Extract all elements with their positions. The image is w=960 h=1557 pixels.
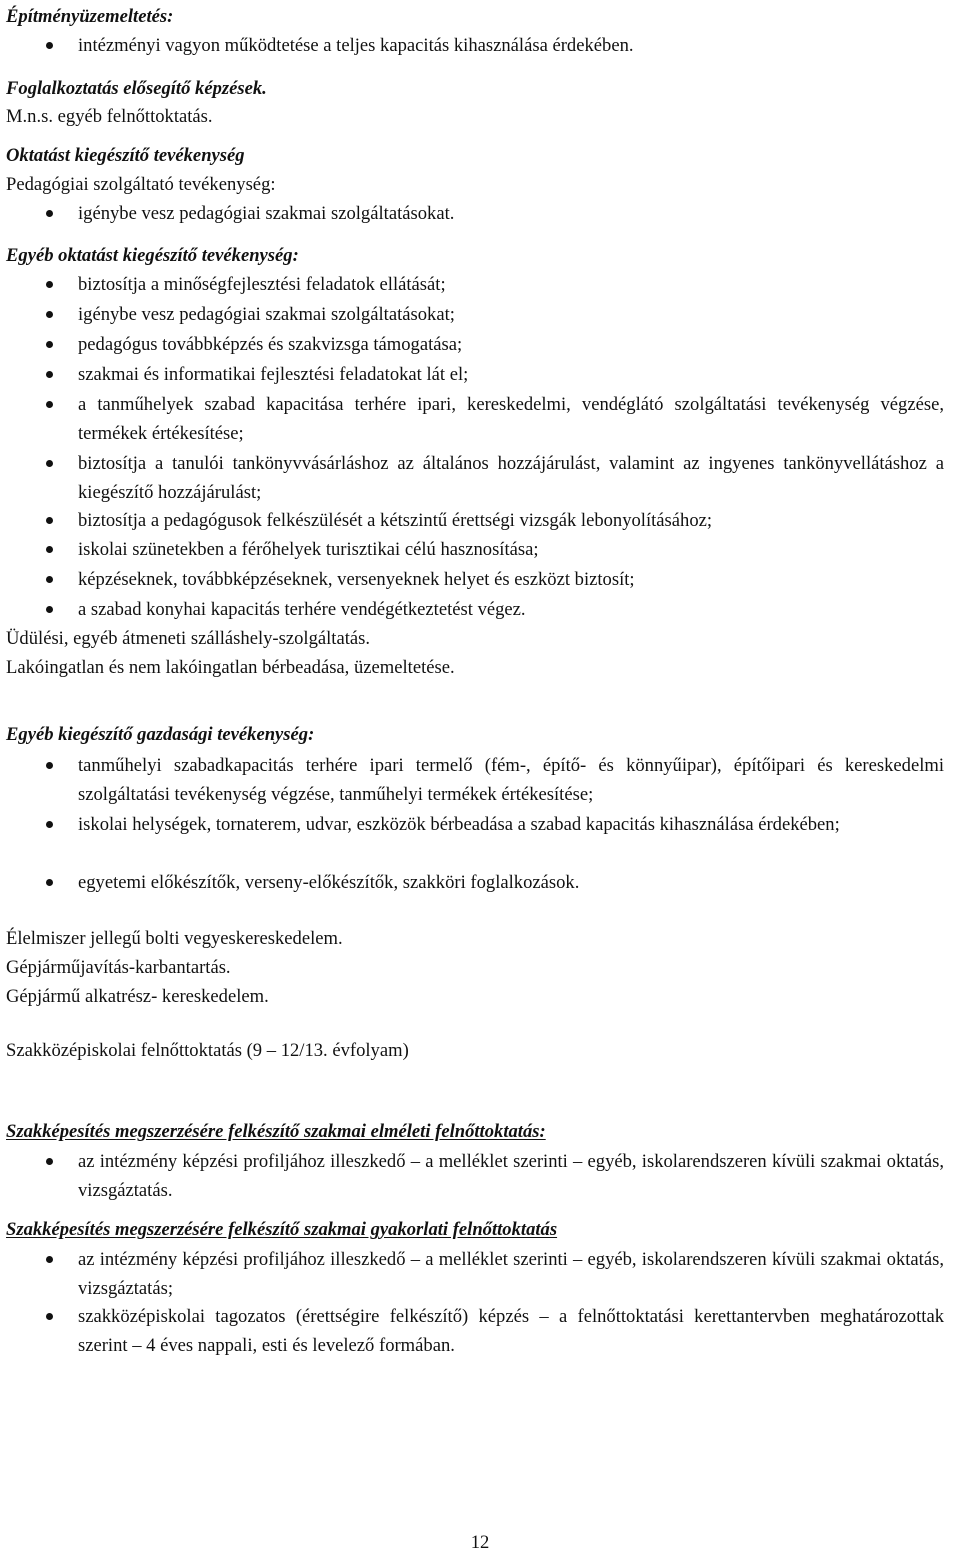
section-heading-elmeleti-felnottoktatas: Szakképesítés megszerzésére felkészítő szakmai elméleti felnőttoktatás: (6, 1121, 546, 1142)
list-item (6, 506, 944, 535)
section-heading-gyakorlati-felnottoktatas: Szakképesítés megszerzésére felkészítő szakmai gyakorlati felnőttoktatás (6, 1219, 558, 1240)
list-item-text: iskolai helységek, tornaterem, udvar, eszközök bérbeadása a szabad kapacitás kihasználása érdekében; (78, 814, 840, 835)
list-item (6, 31, 944, 60)
list-item (6, 390, 944, 448)
list-item-text: a tanműhelyek szabad kapacitása terhére ipari, kereskedelmi, vendéglátó szolgáltatási tevékenység végzése, termékek értékesítése; (78, 394, 944, 444)
list-item-text: igénybe vesz pedagógiai szakmai szolgáltatásokat; (78, 304, 455, 325)
list-item (6, 535, 944, 564)
list-item-text: a szabad konyhai kapacitás terhére vendégétkeztetést végez. (78, 599, 526, 620)
paragraph-line: Gépjármű alkatrész- kereskedelem. (6, 986, 269, 1007)
paragraph-line: M.n.s. egyéb felnőttoktatás. (6, 106, 213, 127)
paragraph-line: Szakközépiskolai felnőttoktatás (9 – 12/13. évfolyam) (6, 1040, 409, 1061)
list-item (6, 595, 944, 624)
list-item-text: az intézmény képzési profiljához illeszkedő – a melléklet szerinti – egyéb, iskolarendszeren kívüli szakmai oktatás, vizsgáztatás; (78, 1249, 944, 1299)
page-number: 12 (470, 1532, 490, 1553)
list-item-text: igénybe vesz pedagógiai szakmai szolgáltatásokat. (78, 203, 455, 224)
list-item (6, 1147, 944, 1205)
paragraph-line: Pedagógiai szolgáltató tevékenység: (6, 174, 276, 195)
list-item-text: az intézmény képzési profiljához illeszkedő – a melléklet szerinti – egyéb, iskolarendszeren kívüli szakmai oktatás, vizsgáztatás. (78, 1151, 944, 1201)
list-item (6, 330, 944, 359)
section-heading-foglalkoztatas: Foglalkoztatás elősegítő képzések. (6, 78, 267, 99)
list-item-text: képzéseknek, továbbképzéseknek, versenyeknek helyet és eszközt biztosít; (78, 569, 635, 590)
list-item (6, 199, 944, 228)
list-item (6, 565, 944, 594)
section-heading-egyeb-oktatast: Egyéb oktatást kiegészítő tevékenység: (6, 245, 299, 266)
list-item-text: egyetemi előkészítők, verseny-előkészítők, szakköri foglalkozások. (78, 872, 580, 893)
section-heading-oktatast-kiegeszito: Oktatást kiegészítő tevékenység (6, 145, 245, 166)
list-item-text: biztosítja a tanulói tankönyvvásárláshoz az általános hozzájárulást, valamint az ingyenes tankönyvellátáshoz a kiegészítő hozzájárulást; (78, 453, 944, 503)
list-item-text: tanműhelyi szabadkapacitás terhére ipari termelő (fém-, építő- és könnyűipar), építőipari és kereskedelmi szolgáltatási tevékenység végzése, tanműhelyi termékek értékesítése; (78, 755, 944, 805)
list-item-text: pedagógus továbbképzés és szakvizsga támogatása; (78, 334, 463, 355)
paragraph-line: Üdülési, egyéb átmeneti szálláshely-szolgáltatás. (6, 628, 371, 649)
list-item (6, 300, 944, 329)
list-item (6, 360, 944, 389)
list-item (6, 1245, 944, 1303)
section-heading-egyeb-kiegeszito-gazdasagi: Egyéb kiegészítő gazdasági tevékenység: (6, 724, 315, 745)
list-item-text: szakmai és informatikai fejlesztési feladatokat lát el; (78, 364, 469, 385)
list-item (6, 751, 944, 809)
list-item (6, 270, 944, 299)
list-item-text: iskolai szünetekben a férőhelyek turisztikai célú hasznosítása; (78, 539, 539, 560)
list-item-text: biztosítja a pedagógusok felkészülését a kétszintű érettségi vizsgák lebonyolításához; (78, 510, 713, 531)
list-item (6, 1302, 944, 1360)
list-item (6, 810, 944, 839)
list-item-text: szakközépiskolai tagozatos (érettségire felkészítő) képzés – a felnőttoktatási kerettantervben meghatározottak szerint – 4 éves nappali, esti és levelező formában. (78, 1306, 944, 1356)
paragraph-line: Gépjárműjavítás-karbantartás. (6, 957, 231, 978)
paragraph-line: Lakóingatlan és nem lakóingatlan bérbeadása, üzemeltetése. (6, 657, 455, 678)
section-heading-epitmenyuzemeltetes: Építményüzemeltetés: (6, 6, 174, 27)
list-item (6, 449, 944, 507)
list-item (6, 868, 944, 897)
list-item-text: biztosítja a minőségfejlesztési feladatok ellátását; (78, 274, 446, 295)
list-item-text: intézményi vagyon működtetése a teljes kapacitás kihasználása érdekében. (78, 35, 634, 56)
paragraph-line: Élelmiszer jellegű bolti vegyeskereskedelem. (6, 928, 343, 949)
